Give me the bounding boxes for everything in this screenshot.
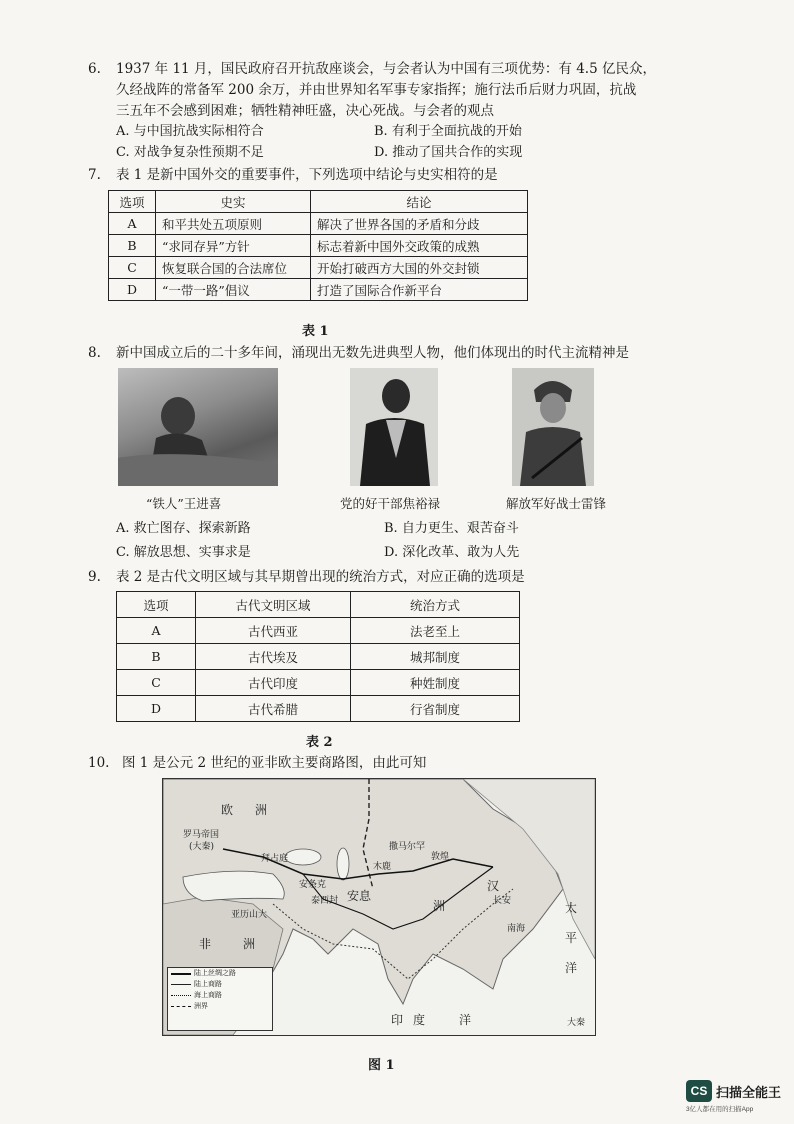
table-cell: D: [109, 279, 156, 301]
table-cell: 古代印度: [196, 670, 351, 696]
q7-number: 7.: [88, 167, 101, 183]
map-label-changan: 长安: [493, 896, 512, 906]
table-1: [108, 190, 528, 301]
q6-stem-line-3: 三五年不会感到困难；牺牲精神旺盛，决心死战。与会者的观点: [116, 103, 494, 119]
q6-option-d: D. 推动了国共合作的实现: [374, 145, 523, 160]
map-label-indian-ocean-1: 印: [391, 1013, 404, 1027]
q6-stem-line-1: 1937 年 11 月，国民政府召开抗敌座谈会，与会者认为中国有三项优势：有 4.5 亿民众，: [116, 61, 656, 77]
photo-wang-jinxi: [118, 368, 278, 486]
map-label-nanhai: 南海: [507, 924, 526, 934]
map-label-europe-2: 洲: [255, 803, 268, 817]
table-1-header: [109, 191, 528, 213]
table-cell: 种姓制度: [351, 670, 520, 696]
trade-route-map: [162, 778, 596, 1036]
q10-stem: 图 1 是公元 2 世纪的亚非欧主要商路图，由此可知: [122, 755, 427, 771]
legend-item-land-silk-road: 陆上丝绸之路: [168, 968, 272, 979]
q6-option-a: A. 与中国抗战实际相符合: [116, 124, 264, 139]
map-label-pacific-3: 洋: [565, 961, 578, 975]
q8-option-a: A. 救亡图存、探索新路: [116, 521, 251, 536]
q8-stem: 新中国成立后的二十多年间，涌现出无数先进典型人物，他们体现出的时代主流精神是: [116, 345, 629, 361]
legend-item-sea-route: 海上商路: [168, 990, 272, 1001]
map-label-han: 汉: [487, 879, 500, 893]
map-label-dunhuang: 敦煌: [431, 852, 450, 862]
camscanner-logo-icon: CS: [686, 1080, 712, 1102]
table-cell: B: [109, 235, 156, 257]
table-cell: “一带一路”倡议: [156, 279, 311, 301]
table-cell: “求同存异”方针: [156, 235, 311, 257]
photo-caption-jiao-yulu: 党的好干部焦裕禄: [340, 496, 441, 511]
table-cell: 打造了国际合作新平台: [311, 279, 528, 301]
table-row: [117, 670, 520, 696]
figure-1-caption: 图 1: [368, 1058, 395, 1073]
map-label-parthia: 安息: [347, 889, 372, 903]
map-label-antioch: 安条克: [299, 880, 327, 890]
table-cell: 城邦制度: [351, 644, 520, 670]
table-cell: 和平共处五项原则: [156, 213, 311, 235]
map-label-merv: 木鹿: [373, 862, 392, 872]
map-label-indian-ocean-3: 洋: [459, 1013, 472, 1027]
table-row: [109, 213, 528, 235]
table-2: [116, 591, 520, 722]
map-label-africa-2: 洲: [243, 937, 256, 951]
legend-item-continent-boundary: 洲界: [168, 1001, 272, 1012]
table-cell: 古代西亚: [196, 618, 351, 644]
table-2-header-cell: 统治方式: [351, 592, 520, 618]
map-label-ctesiphon: 泰西封: [311, 896, 339, 906]
table-cell: 行省制度: [351, 696, 520, 722]
q8-number: 8.: [88, 345, 101, 361]
photo-jiao-yulu: [350, 368, 438, 486]
q8-option-c: C. 解放思想、实事求是: [116, 545, 251, 560]
map-label-pacific-2: 平: [565, 931, 578, 945]
table-row: [109, 235, 528, 257]
table-2-header-cell: 古代文明区域: [196, 592, 351, 618]
table-row: [109, 257, 528, 279]
table-row: [117, 696, 520, 722]
map-legend: [167, 967, 273, 1031]
map-label-byzantium: 拜占庭: [261, 854, 289, 864]
map-label-samarkand: 撒马尔罕: [389, 842, 426, 852]
table-cell: A: [109, 213, 156, 235]
table-cell: 古代埃及: [196, 644, 351, 670]
table-row: [117, 644, 520, 670]
table-cell: C: [109, 257, 156, 279]
q10-number: 10.: [88, 755, 110, 771]
map-label-pacific-1: 太: [565, 901, 578, 915]
table-cell: D: [117, 696, 196, 722]
table-cell: A: [117, 618, 196, 644]
map-label-europe-1: 欧: [221, 803, 234, 817]
table-cell: 标志着新中国外交政策的成熟: [311, 235, 528, 257]
table-row: [117, 618, 520, 644]
table-2-header-cell: 选项: [117, 592, 196, 618]
q8-option-d: D. 深化改革、敢为人先: [384, 545, 520, 560]
map-label-roman-empire: 罗马帝国: [183, 830, 220, 840]
table-1-header-cell: 史实: [156, 191, 311, 213]
table-1-header-cell: 选项: [109, 191, 156, 213]
table-cell: 解决了世界各国的矛盾和分歧: [311, 213, 528, 235]
q9-number: 9.: [88, 569, 101, 585]
table-1-caption: 表 1: [302, 324, 329, 339]
table-cell: 法老至上: [351, 618, 520, 644]
camscanner-name: 扫描全能王: [716, 1085, 782, 1100]
map-label-asia: 洲: [433, 899, 446, 913]
q6-stem-line-2: 久经战阵的常备军 200 余万，并由世界知名军事专家指挥；施行法币后财力巩固，抗战: [116, 82, 637, 98]
table-cell: C: [117, 670, 196, 696]
table-row: [109, 279, 528, 301]
q9-stem: 表 2 是古代文明区域与其早期曾出现的统治方式，对应正确的选项是: [116, 569, 525, 585]
table-cell: B: [117, 644, 196, 670]
table-cell: 开始打破西方大国的外交封锁: [311, 257, 528, 279]
q8-option-b: B. 自力更生、艰苦奋斗: [384, 521, 519, 536]
camscanner-tagline: 3亿人都在用的扫描App: [686, 1106, 754, 1113]
q6-option-c: C. 对战争复杂性预期不足: [116, 145, 264, 160]
table-2-header: [117, 592, 520, 618]
table-cell: 古代希腊: [196, 696, 351, 722]
photo-lei-feng: [512, 368, 594, 486]
map-label-africa-1: 非: [199, 937, 212, 951]
q6-number: 6.: [88, 61, 101, 77]
q6-option-b: B. 有利于全面抗战的开始: [374, 124, 522, 139]
table-cell: 恢复联合国的合法席位: [156, 257, 311, 279]
table-1-header-cell: 结论: [311, 191, 528, 213]
map-label-indian-ocean-2: 度: [413, 1013, 426, 1027]
map-label-daqin-corner: 大秦: [567, 1018, 586, 1028]
map-label-daqin: (大秦): [189, 842, 215, 852]
map-label-alexandria: 亚历山大: [231, 910, 268, 920]
photo-caption-lei-feng: 解放军好战士雷锋: [506, 496, 607, 511]
q7-stem: 表 1 是新中国外交的重要事件，下列选项中结论与史实相符的是: [116, 167, 498, 183]
photo-caption-wang-jinxi: “铁人”王进喜: [146, 496, 222, 511]
legend-item-land-route: 陆上商路: [168, 979, 272, 990]
table-2-caption: 表 2: [306, 735, 333, 750]
